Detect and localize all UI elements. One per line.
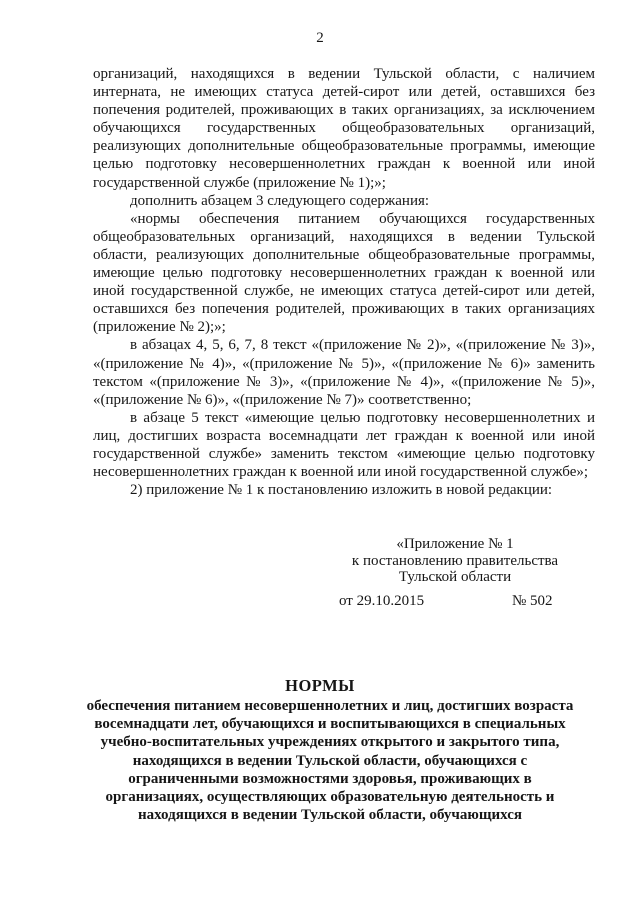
norms-desc-line: организациях, осуществляющих образовательную деятельность и — [105, 789, 555, 806]
document-body — [93, 65, 595, 499]
page-number: 2 — [316, 30, 324, 46]
norms-desc-line: учебно-воспитательных учреждениях открытого и закрытого типа, — [100, 734, 560, 751]
norms-desc-line: ограниченными возможностями здоровья, проживающих в — [128, 770, 532, 787]
paragraph-appendix-1-new-edition: 2) приложение № 1 к постановлению изложить в новой редакции: — [130, 482, 553, 499]
resolution-date: от 29.10.2015 — [339, 593, 425, 609]
paragraph-replace-appendix-refs: в абзацах 4, 5, 6, 7, 8 текст «(приложение № 2)», «(приложение № 3)», «(приложение № 4)», «(приложение № 5)», «(приложение № 6)» заменить текстом «(приложение № 3)», «(приложение № 4)», «(приложение № 5)», «(приложение № 6)», «(приложение № 7)» соответственно; — [93, 337, 595, 408]
norms-desc-line: находящихся в ведении Тульской области, обучающихся — [137, 807, 522, 824]
norms-description — [70, 697, 590, 824]
norms-desc-line: обеспечения питанием несовершеннолетних и лиц, достигших возраста — [86, 698, 574, 714]
appendix-line-1: «Приложение № 1 — [396, 536, 514, 552]
norms-title: НОРМЫ — [285, 676, 355, 695]
appendix-line-2: к постановлению правительства — [351, 552, 559, 569]
paragraph-add-abzac-3: дополнить абзацем 3 следующего содержания: — [130, 192, 430, 209]
norms-desc-line: находящихся в ведении Тульской области, обучающихся с — [132, 752, 528, 769]
resolution-number: № 502 — [512, 593, 553, 609]
norms-desc-line: восемнадцати лет, обучающихся и воспитывающихся в специальных — [94, 716, 566, 733]
appendix-line-3: Тульской области — [398, 569, 512, 585]
paragraph-replace-abzac-5: в абзаце 5 текст «имеющие целью подготовку несовершеннолетних и лиц, достигших возраста восемнадцати лет граждан к военной или иной государственной службе» заменить текстом «имеющие целью подготовку несовершеннолетних граждан к военной или иной государственной службе»; — [93, 409, 595, 481]
paragraph-continuation: организаций, находящихся в ведении Тульской области, с наличием интернатa, не имеющих статуса детей-сирот или детей, оставшихся без попечения родителей, проживающих в таких организациях, за исключением обучающихся государственных общеобразовательных организаций, реализующих дополнительные общеобразовательные программы, имеющие целью подготовку несовершеннолетних граждан к военной или иной государственной службе (приложение № 1);»; — [93, 66, 595, 191]
paragraph-new-abzac-3: «нормы обеспечения питанием обучающихся государственных общеобразовательных организаций, находящихся в ведении Тульской области, реализующих дополнительные общеобразовательные программы, имеющие целью подготовку несовершеннолетних граждан к военной или иной государственной службе, не имеющих статуса детей-сирот или детей, оставшихся без попечения родителей, проживающих в таких организациях (приложение № 2);»; — [93, 210, 595, 336]
appendix-header — [330, 536, 580, 586]
